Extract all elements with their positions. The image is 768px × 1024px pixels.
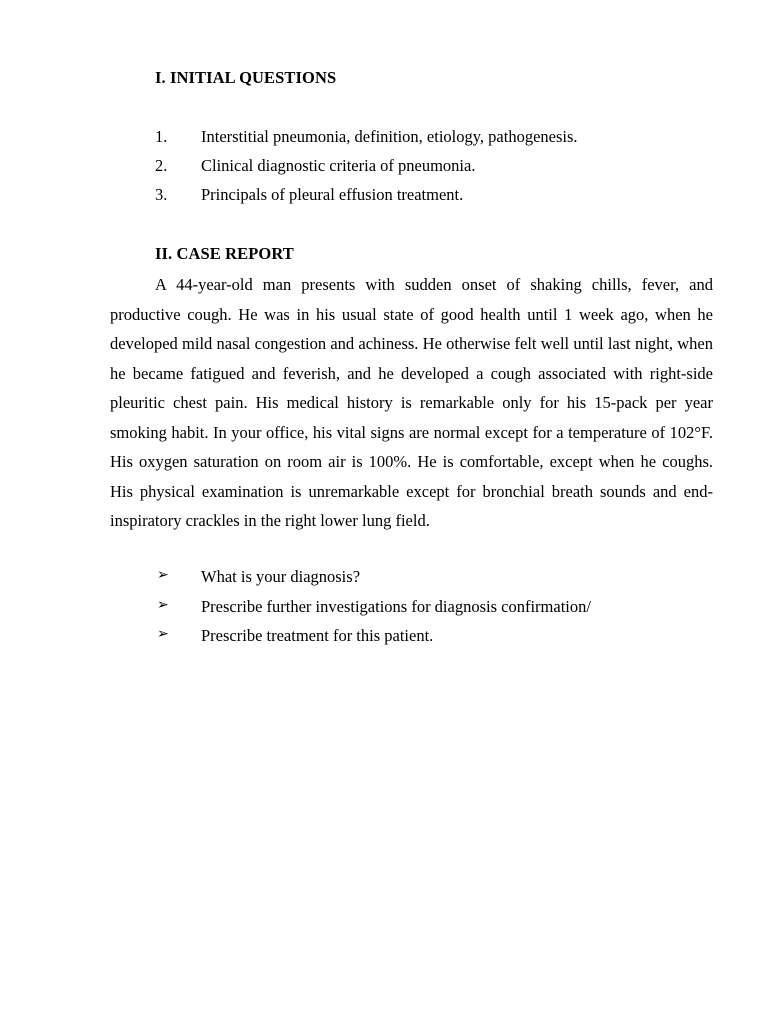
task-text: What is your diagnosis? — [201, 567, 361, 586]
case-report-paragraph: A 44-year-old man presents with sudden onset of shaking chills, fever, and productive cough. He was in his usual state of good health until 1 week ago, when he developed mild nasal congestion and achiness. He otherwise felt well until last night, when he became fatigued and feverish, and he developed a cough associated with right-side pleuritic chest pain. His medical history is remarkable only for his 15-pack per year smoking habit. In your office, his vital signs are normal except for a temperature of 102°F. His oxygen saturation on room air is 100%. He is comfortable, except when he coughs. His physical examination is unremarkable except for bronchial breath sounds and end-inspiratory crackles in the right lower lung field. — [110, 275, 713, 530]
arrow-bullet-icon: ➢ — [157, 567, 169, 583]
question-item — [155, 185, 715, 209]
question-text: Clinical diagnostic criteria of pneumonia. — [201, 156, 476, 175]
question-text: Principals of pleural effusion treatment. — [201, 185, 464, 204]
arrow-bullet-icon: ➢ — [157, 597, 169, 613]
task-bullet-item — [155, 597, 715, 621]
section-initial-questions-heading: I. INITIAL QUESTIONS — [155, 68, 337, 87]
task-bullet-item — [155, 626, 715, 650]
section-case-report-heading: II. CASE REPORT — [155, 244, 294, 263]
task-text: Prescribe further investigations for diagnosis confirmation/ — [201, 597, 591, 616]
question-item — [155, 156, 715, 180]
task-bullet-item — [155, 567, 715, 591]
question-number: 3. — [155, 185, 168, 204]
question-text: Interstitial pneumonia, definition, etiology, pathogenesis. — [201, 127, 578, 146]
question-item — [155, 127, 715, 151]
arrow-bullet-icon: ➢ — [157, 626, 169, 642]
question-number: 1. — [155, 127, 168, 146]
question-number: 2. — [155, 156, 168, 175]
task-text: Prescribe treatment for this patient. — [201, 626, 434, 645]
